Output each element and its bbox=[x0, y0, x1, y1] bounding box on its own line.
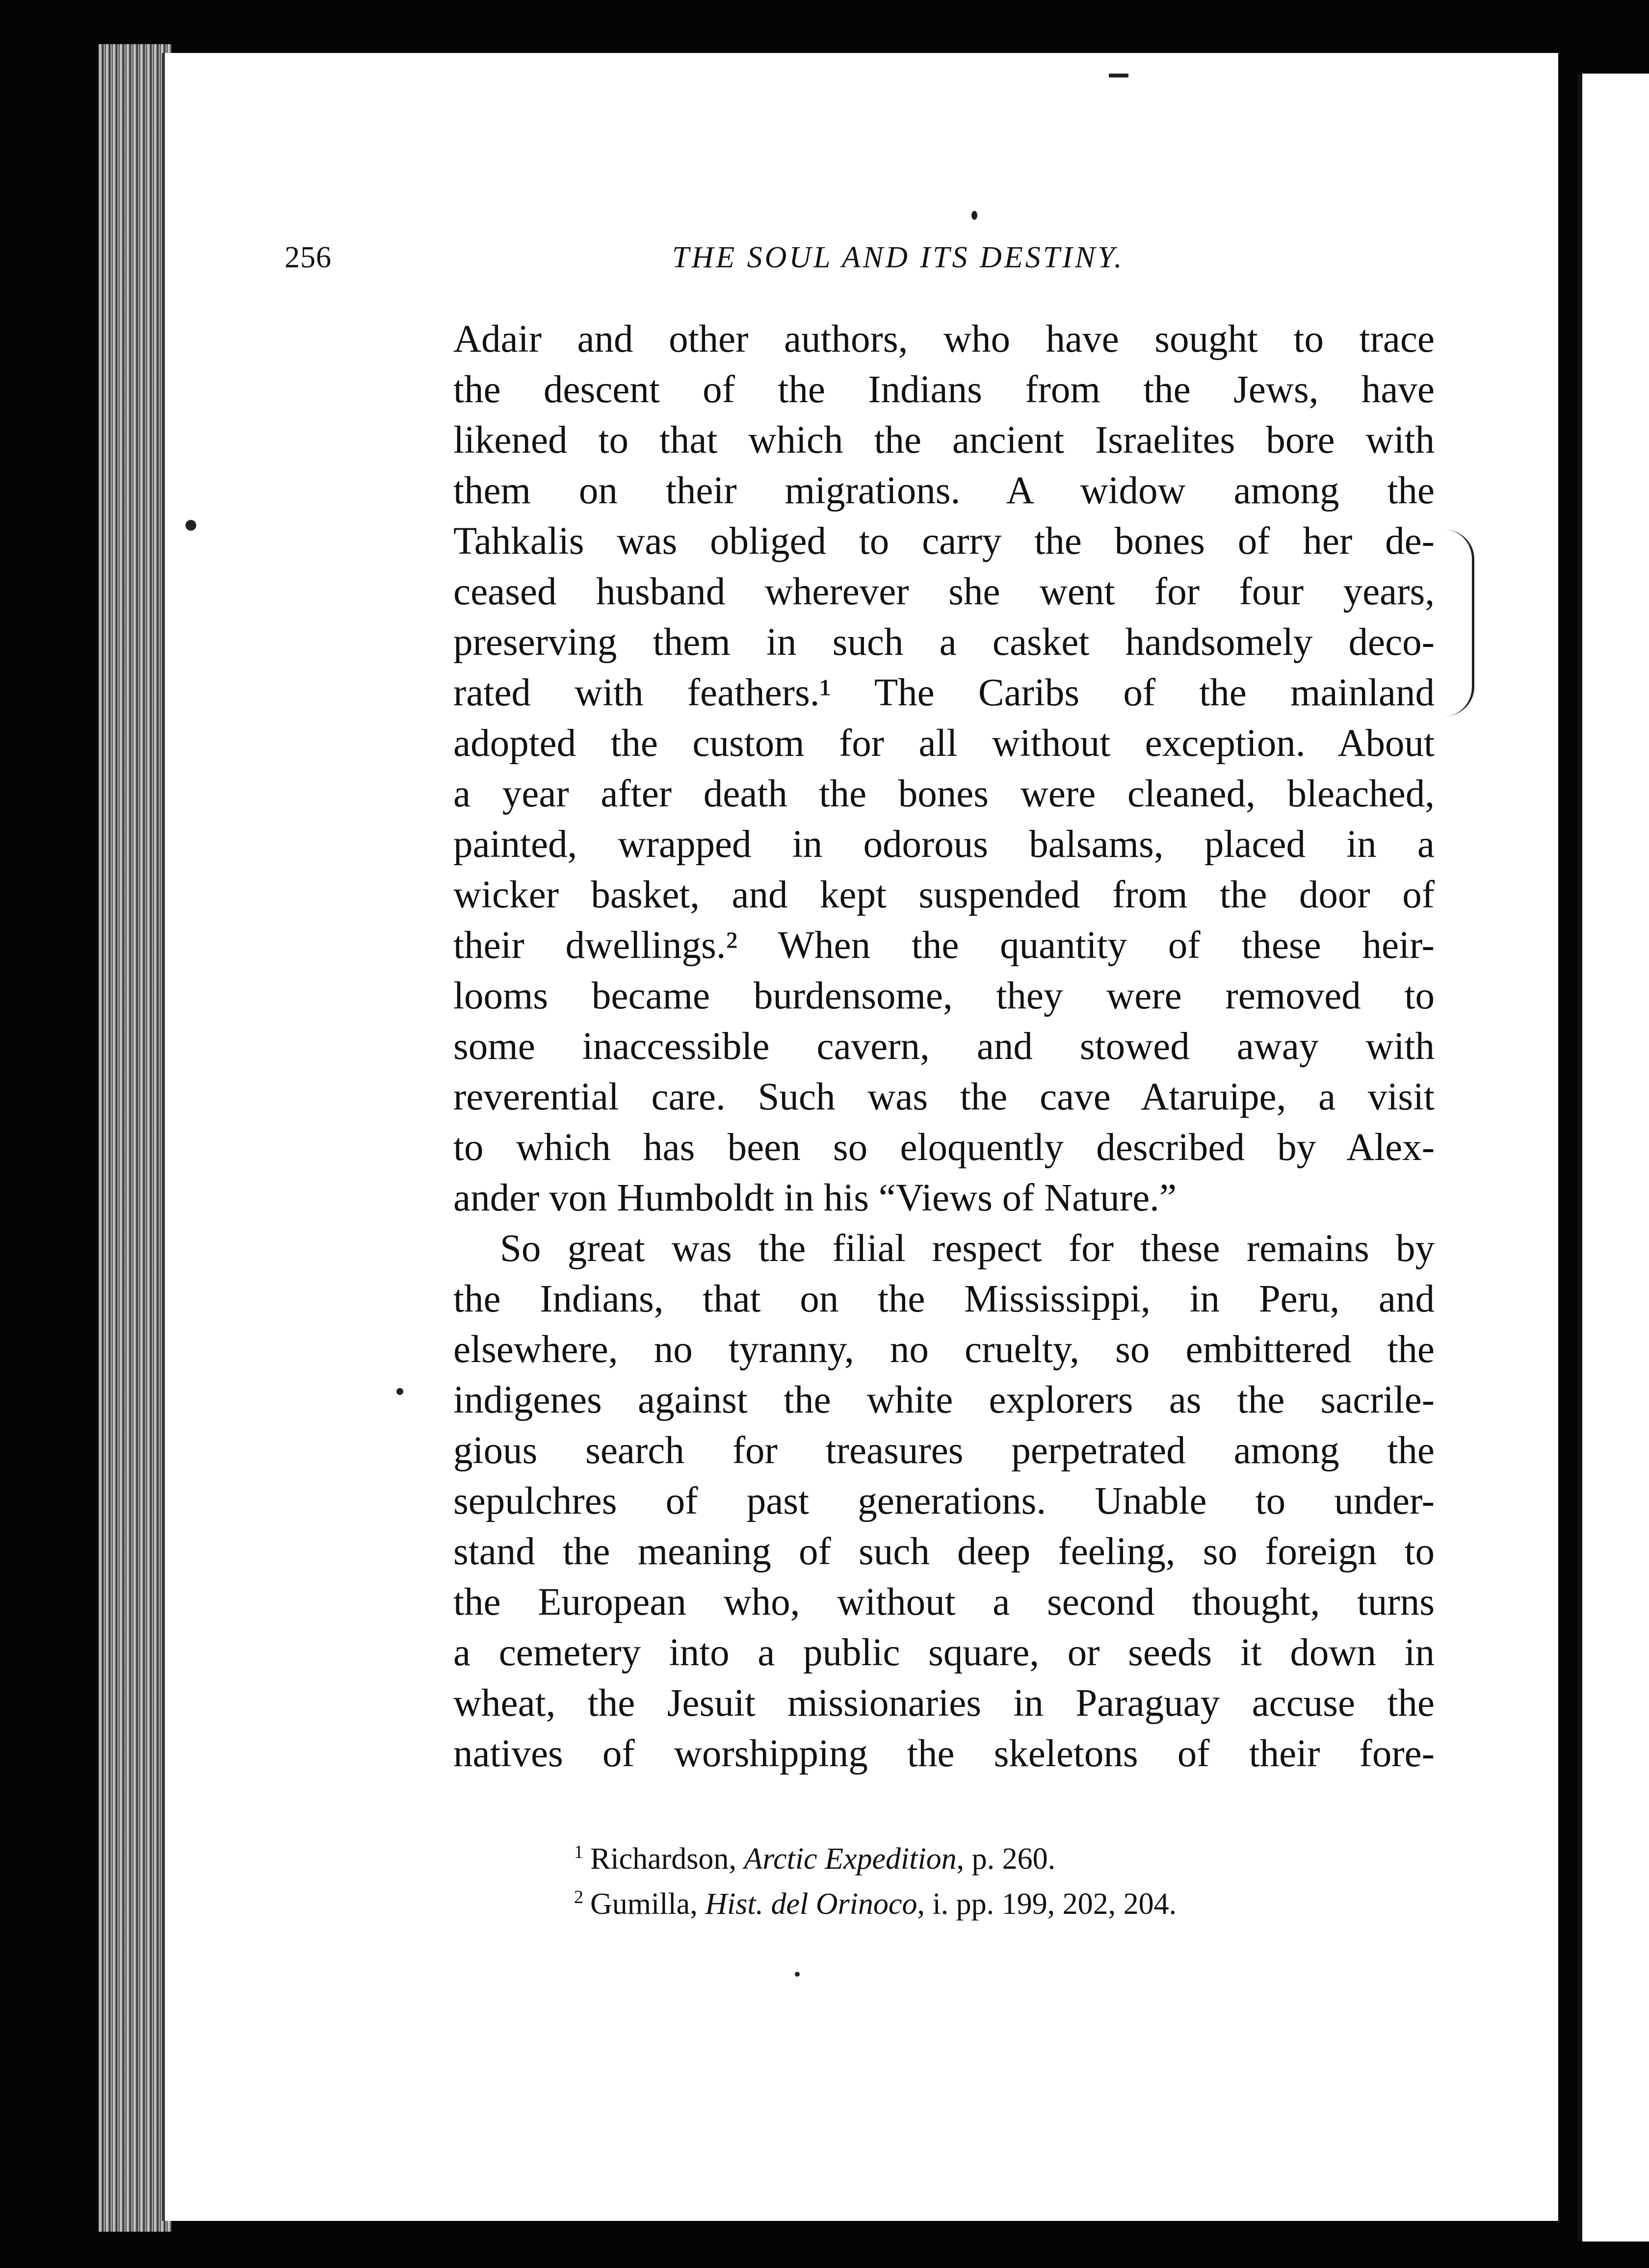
binding-gutter bbox=[98, 44, 172, 2232]
footnote-author: Gumilla, bbox=[590, 1887, 706, 1921]
text-line: their dwellings.² When the quantity of these heir- bbox=[453, 924, 1435, 967]
text-line: preserving them in such a casket handsomely deco- bbox=[453, 621, 1435, 664]
footnote-rest: , p. 260. bbox=[956, 1842, 1056, 1876]
text-line: wicker basket, and kept suspended from the door of bbox=[453, 874, 1435, 916]
text-line: the European who, without a second thought, turns bbox=[453, 1581, 1435, 1624]
text-line: wheat, the Jesuit missionaries in Paraguay accuse the bbox=[453, 1682, 1435, 1725]
text-line: the descent of the Indians from the Jews, have bbox=[453, 368, 1435, 411]
text-line: to which has been so eloquently described by Alex- bbox=[453, 1126, 1435, 1169]
page-number: 256 bbox=[285, 241, 332, 274]
text-line: a year after death the bones were cleaned, bleached, bbox=[453, 773, 1435, 815]
scan-speck bbox=[185, 520, 196, 531]
footnote-rest: , i. pp. 199, 202, 204. bbox=[917, 1887, 1177, 1921]
text-line: reverential care. Such was the cave Ataruipe, a visit bbox=[453, 1076, 1435, 1118]
text-line: adopted the custom for all without exception. About bbox=[453, 722, 1435, 765]
text-line: indigenes against the white explorers as the sacrile- bbox=[453, 1379, 1435, 1421]
footnote-marker: 2 bbox=[574, 1887, 583, 1907]
text-line: Tahkalis was obliged to carry the bones of her de- bbox=[453, 520, 1435, 563]
scan-speck bbox=[795, 1972, 800, 1977]
pencil-bracket-mark bbox=[1438, 530, 1474, 716]
text-line: ceased husband wherever she went for four years, bbox=[453, 570, 1435, 613]
scan-speck bbox=[1109, 74, 1128, 77]
text-line: looms became burdensome, they were removed to bbox=[453, 975, 1435, 1017]
text-line: painted, wrapped in odorous balsams, placed in a bbox=[453, 823, 1435, 866]
text-line: elsewhere, no tyranny, no cruelty, so embittered the bbox=[453, 1328, 1435, 1371]
scan-speck bbox=[396, 1388, 403, 1395]
footnote-marker: 1 bbox=[574, 1842, 583, 1862]
adjacent-page-edge bbox=[1577, 74, 1649, 2242]
text-line: ander von Humboldt in his “Views of Nature.” bbox=[453, 1177, 1177, 1219]
text-line: rated with feathers.¹ The Caribs of the mainland bbox=[453, 671, 1435, 714]
footnote-author: Richardson, bbox=[590, 1842, 744, 1876]
text-line: the Indians, that on the Mississippi, in Peru, and bbox=[453, 1278, 1435, 1320]
footnote-title: Arctic Expedition bbox=[744, 1842, 957, 1876]
text-line: sepulchres of past generations. Unable to under- bbox=[453, 1480, 1435, 1522]
text-line: some inaccessible cavern, and stowed away with bbox=[453, 1025, 1435, 1068]
body-text bbox=[453, 314, 1435, 1779]
footnote-title: Hist. del Orinoco bbox=[705, 1887, 917, 1921]
scan-speck bbox=[971, 211, 977, 220]
footnote bbox=[574, 1875, 1408, 1920]
footnote bbox=[574, 1830, 1408, 1875]
text-line: Adair and other authors, who have sought to trace bbox=[453, 318, 1435, 361]
running-title: THE SOUL AND ITS DESTINY. bbox=[672, 241, 1125, 274]
text-line: So great was the filial respect for these remains by bbox=[500, 1227, 1435, 1270]
text-line: natives of worshipping the skeletons of their fore- bbox=[453, 1732, 1435, 1775]
text-line: gious search for treasures perpetrated among the bbox=[453, 1429, 1435, 1472]
text-line: likened to that which the ancient Israelites bore with bbox=[453, 419, 1435, 462]
text-line: stand the meaning of such deep feeling, so foreign to bbox=[453, 1530, 1435, 1573]
text-line: them on their migrations. A widow among the bbox=[453, 469, 1435, 512]
text-line: a cemetery into a public square, or seeds it down in bbox=[453, 1631, 1435, 1674]
footnotes bbox=[574, 1830, 1408, 1920]
